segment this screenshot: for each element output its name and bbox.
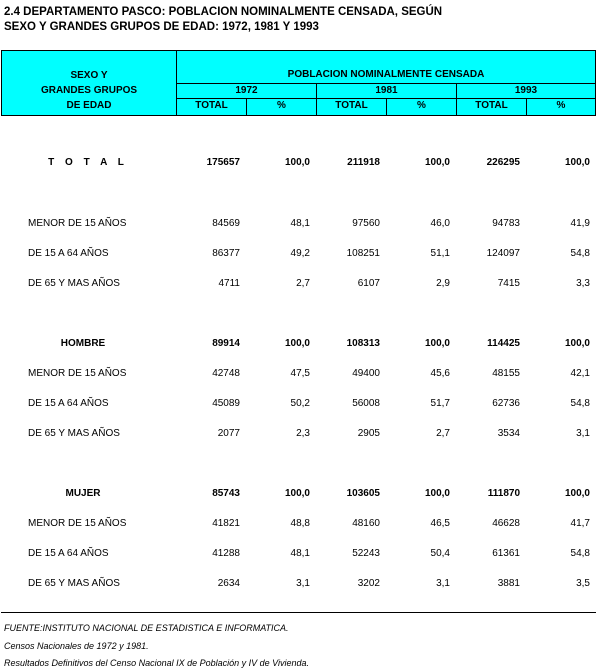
table-header — [1, 50, 596, 116]
row-label: DE 65 Y MAS AÑOS — [28, 278, 120, 289]
footer-note-1: Censos Nacionales de 1972 y 1981. — [4, 641, 149, 651]
table-row — [0, 428, 597, 444]
cell-1981-total: 108251 — [346, 248, 380, 259]
cell-1972-pct: 49,2 — [290, 248, 310, 259]
cell-1972-total: 41821 — [212, 518, 240, 529]
subheader-total-1972: TOTAL — [195, 100, 228, 111]
cell-1981-total: 48160 — [352, 518, 380, 529]
cell-1981-pct: 2,7 — [436, 428, 450, 439]
cell-1993-total: 114425 — [487, 338, 520, 349]
table-row — [0, 338, 597, 354]
cell-1993-pct: 3,3 — [576, 278, 590, 289]
row-label: DE 15 A 64 AÑOS — [28, 248, 109, 259]
table-row — [0, 157, 597, 173]
cell-1981-total: 108313 — [346, 338, 380, 349]
cell-1981-pct: 100,0 — [424, 157, 450, 168]
cell-1972-total: 4711 — [218, 278, 240, 289]
cell-1993-total: 111870 — [487, 488, 520, 499]
cell-1993-total: 3534 — [497, 428, 520, 439]
table-row — [0, 278, 597, 294]
cell-1993-pct: 41,7 — [570, 518, 590, 529]
cell-1981-pct: 51,1 — [430, 248, 450, 259]
cell-1972-total: 175657 — [206, 157, 240, 168]
subheader-total-1993: TOTAL — [475, 100, 508, 111]
cell-1993-total: 46628 — [492, 518, 520, 529]
row-label: DE 65 Y MAS AÑOS — [28, 428, 120, 439]
subheader-pct-1972: % — [277, 100, 286, 111]
table-row — [0, 398, 597, 414]
cell-1993-total: 62736 — [492, 398, 520, 409]
cell-1993-total: 61361 — [492, 548, 520, 559]
row-label: HOMBRE — [60, 338, 106, 349]
cell-1972-pct: 2,7 — [296, 278, 310, 289]
row-label: MENOR DE 15 AÑOS — [28, 218, 127, 229]
cell-1993-pct: 3,5 — [576, 578, 590, 589]
cell-1981-pct: 46,5 — [430, 518, 450, 529]
year-header-1972: 1972 — [235, 85, 258, 96]
cell-1972-total: 45089 — [212, 398, 240, 409]
cell-1981-total: 52243 — [352, 548, 380, 559]
row-label: DE 15 A 64 AÑOS — [28, 548, 109, 559]
table-row — [0, 248, 597, 264]
cell-1993-pct: 3,1 — [576, 428, 590, 439]
cell-1993-pct: 54,8 — [570, 248, 590, 259]
row-label: DE 65 Y MAS AÑOS — [28, 578, 120, 589]
table-row — [0, 488, 597, 504]
table-row — [0, 218, 597, 234]
row-header-line-2: GRANDES GRUPOS — [40, 85, 138, 96]
cell-1972-pct: 3,1 — [296, 578, 310, 589]
main-column-header: POBLACION NOMINALMENTE CENSADA — [287, 69, 485, 80]
cell-1972-total: 85743 — [212, 488, 240, 499]
cell-1981-pct: 46,0 — [430, 218, 450, 229]
table-title-line-2: SEXO Y GRANDES GRUPOS DE EDAD: 1972, 1981 Y 1993 — [4, 21, 319, 33]
cell-1972-pct: 48,1 — [290, 218, 310, 229]
year-header-1993: 1993 — [514, 85, 538, 96]
cell-1981-total: 2905 — [357, 428, 380, 439]
cell-1993-pct: 42,1 — [570, 368, 590, 379]
cell-1972-total: 2077 — [217, 428, 240, 439]
subheader-total-1981: TOTAL — [335, 100, 368, 111]
table-row — [0, 368, 597, 384]
cell-1993-total: 124097 — [486, 248, 520, 259]
cell-1993-total: 94783 — [492, 218, 520, 229]
cell-1993-total: 7415 — [497, 278, 520, 289]
table-bottom-rule — [1, 612, 596, 613]
cell-1993-pct: 100,0 — [564, 338, 590, 349]
cell-1993-total: 3881 — [497, 578, 520, 589]
cell-1972-pct: 100,0 — [284, 488, 310, 499]
row-header-line-1: SEXO Y — [70, 70, 108, 81]
subheader-pct-1993: % — [556, 100, 566, 111]
cell-1972-pct: 100,0 — [284, 157, 310, 168]
cell-1981-total: 3202 — [357, 578, 380, 589]
cell-1993-pct: 100,0 — [564, 488, 590, 499]
table-row — [0, 578, 597, 594]
year-header-1981: 1981 — [375, 85, 398, 96]
cell-1993-pct: 54,8 — [570, 548, 590, 559]
header-divider-main — [176, 83, 595, 84]
subheader-pct-1981: % — [417, 100, 426, 111]
cell-1993-pct: 41,9 — [570, 218, 590, 229]
cell-1981-total: 56008 — [352, 398, 380, 409]
cell-1972-total: 84569 — [212, 218, 240, 229]
cell-1972-total: 86377 — [212, 248, 240, 259]
cell-1972-pct: 48,8 — [290, 518, 310, 529]
cell-1981-total: 103605 — [346, 488, 380, 499]
cell-1981-pct: 50,4 — [430, 548, 450, 559]
row-label: MENOR DE 15 AÑOS — [28, 518, 127, 529]
cell-1981-pct: 100,0 — [424, 338, 450, 349]
cell-1981-pct: 100,0 — [424, 488, 450, 499]
cell-1981-pct: 2,9 — [436, 278, 450, 289]
row-label: MUJER — [65, 488, 101, 499]
cell-1981-total: 97560 — [352, 218, 380, 229]
cell-1972-total: 2634 — [217, 578, 240, 589]
cell-1972-pct: 100,0 — [284, 338, 310, 349]
cell-1981-total: 211918 — [347, 157, 380, 168]
cell-1993-pct: 54,8 — [570, 398, 590, 409]
cell-1981-pct: 45,6 — [430, 368, 450, 379]
cell-1972-total: 41288 — [212, 548, 240, 559]
row-header-line-3: DE EDAD — [66, 100, 112, 111]
table-title-line-1: 2.4 DEPARTAMENTO PASCO: POBLACION NOMINALMENTE CENSADA, SEGÚN — [4, 6, 443, 18]
cell-1972-pct: 47,5 — [290, 368, 310, 379]
cell-1972-pct: 50,2 — [290, 398, 310, 409]
cell-1981-pct: 3,1 — [436, 578, 450, 589]
row-label: DE 15 A 64 AÑOS — [28, 398, 109, 409]
cell-1972-pct: 2,3 — [296, 428, 310, 439]
cell-1981-pct: 51,7 — [430, 398, 450, 409]
cell-1981-total: 6107 — [357, 278, 380, 289]
cell-1972-pct: 48,1 — [290, 548, 310, 559]
table-row — [0, 518, 597, 534]
footer-note-2: Resultados Definitivos del Censo Nacional IX de Población y IV de Vivienda. — [4, 658, 310, 668]
cell-1972-total: 42748 — [212, 368, 240, 379]
cell-1993-pct: 100,0 — [564, 157, 590, 168]
row-label: T O T A L — [48, 157, 128, 168]
table-row — [0, 548, 597, 564]
row-label: MENOR DE 15 AÑOS — [28, 368, 127, 379]
footer-source: FUENTE:INSTITUTO NACIONAL DE ESTADISTICA E INFORMATICA. — [4, 623, 289, 633]
cell-1981-total: 49400 — [352, 368, 380, 379]
cell-1972-total: 89914 — [212, 338, 240, 349]
cell-1993-total: 226295 — [486, 157, 520, 168]
cell-1993-total: 48155 — [492, 368, 520, 379]
